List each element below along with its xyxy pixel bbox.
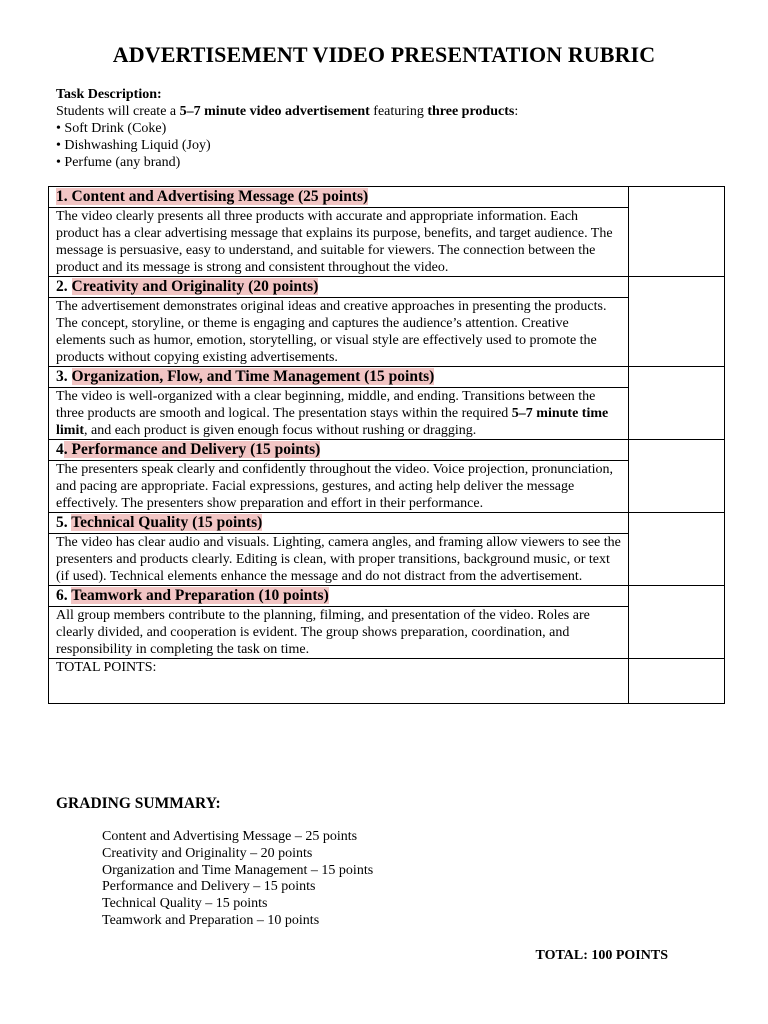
total-row [49,659,725,704]
criterion-title: Organization, Flow, and Time Management (15 points) [71,368,435,385]
task-intro-duration: 5–7 minute video advertisement [179,104,370,119]
score-cell[interactable] [629,187,725,277]
criterion-heading [49,586,629,607]
criterion-description: The advertisement demonstrates original ideas and creative approaches in presenting the products. The concept, storyline, or theme is engaging and captures the audience’s attention. Creative elements such as humor, emotion, storytelling, or visual style are effectively used to promote the products without copying existing advertisements. [49,298,629,367]
criterion-heading [49,277,629,298]
document-title: ADVERTISEMENT VIDEO PRESENTATION RUBRIC [112,42,656,67]
total-points-label: TOTAL POINTS: [49,659,629,704]
criterion-title: Creativity and Originality (20 points) [71,278,319,295]
criterion-heading-row [49,187,725,208]
grading-summary-title: GRADING SUMMARY: [56,795,221,812]
product-item: • Perfume (any brand) [56,155,181,170]
criterion-description: The presenters speak clearly and confidently throughout the video. Voice projection, pronunciation, and pacing are appropriate. Facial expressions, gestures, and acting help deliver the message effectively. The presenters show preparation and effort in their performance. [49,461,629,513]
criterion-number: 1 [56,188,64,205]
product-item: • Dishwashing Liquid (Joy) [56,138,211,153]
criterion-body-row [49,298,725,367]
criterion-number: 5. [56,514,72,531]
criterion-title: Teamwork and Preparation (10 points) [71,587,329,604]
criterion-heading [49,187,629,208]
summary-item: Performance and Delivery – 15 points [102,879,316,895]
summary-item: Creativity and Originality – 20 points [102,845,313,861]
criterion-heading [49,440,629,461]
criterion-heading-row [49,440,725,461]
product-item: • Soft Drink (Coke) [56,121,167,136]
criterion-description-text: The video is well-organized with a clear beginning, middle, and ending. Transitions between the three products are smooth and logical. The presentation stays within the required [56,389,596,421]
task-intro-mid: featuring [369,104,428,119]
criterion-description-text: , and each product is given enough focus without rushing or dragging. [84,423,477,438]
score-cell[interactable] [629,367,725,440]
criterion-body-row [49,388,725,440]
criterion-number: 2. [56,278,72,295]
criterion-heading-row [49,367,725,388]
criterion-number: 3. [56,368,72,385]
criterion-heading [49,367,629,388]
total-score-cell[interactable] [629,659,725,704]
total-points: TOTAL: 100 POINTS [535,948,668,963]
criterion-title: . Content and Advertising Message (25 points) [63,188,369,205]
task-label: Task Description: [56,87,162,102]
criterion-heading-row [49,513,725,534]
criterion-body-row [49,208,725,277]
summary-item: Content and Advertising Message – 25 points [102,829,358,844]
criterion-body-row [49,534,725,586]
criterion-title: Technical Quality (15 points) [71,514,263,531]
task-description [56,86,716,171]
criterion-heading [49,513,629,534]
criterion-heading-row [49,586,725,607]
task-intro-suffix: : [514,104,519,119]
summary-item: Teamwork and Preparation – 10 points [102,912,320,928]
rubric-table [48,186,725,704]
grading-summary-list [102,829,373,930]
task-intro-prefix: Students will create a [56,104,180,119]
criterion-description: The video clearly presents all three products with accurate and appropriate information. Each product has a clear advertising message that explains its purpose, benefits, and target audience. The message is persuasive, easy to understand, and suitable for viewers. The connection between the product and its message is strong and consistent throughout the video. [49,208,629,277]
score-cell[interactable] [629,277,725,367]
criterion-body-row [49,461,725,513]
score-cell[interactable] [629,586,725,659]
criterion-number: 6. [56,587,72,604]
criterion-description: The video has clear audio and visuals. Lighting, camera angles, and framing allow viewers to see the presenters and products clearly. Editing is clean, with proper transitions, background music, or text (if used). Technical elements enhance the message and do not distract from the advertisement. [49,534,629,586]
task-intro-products: three products [427,104,515,119]
criterion-description [49,388,629,440]
criterion-number: 4 [56,441,64,458]
criterion-description: All group members contribute to the planning, filming, and presentation of the video. Roles are clearly divided, and cooperation is evident. The group shows preparation, coordination, and responsibility in completing the task on time. [49,607,629,659]
score-cell[interactable] [629,440,725,513]
criterion-title: . Performance and Delivery (15 points) [63,441,321,458]
criterion-heading-row [49,277,725,298]
task-intro [56,103,716,120]
summary-item: Organization and Time Management – 15 points [102,862,374,878]
criterion-body-row [49,607,725,659]
score-cell[interactable] [629,513,725,586]
time-limit-emphasis: 5–7 minute time limit [56,406,609,438]
summary-item: Technical Quality – 15 points [102,896,268,912]
